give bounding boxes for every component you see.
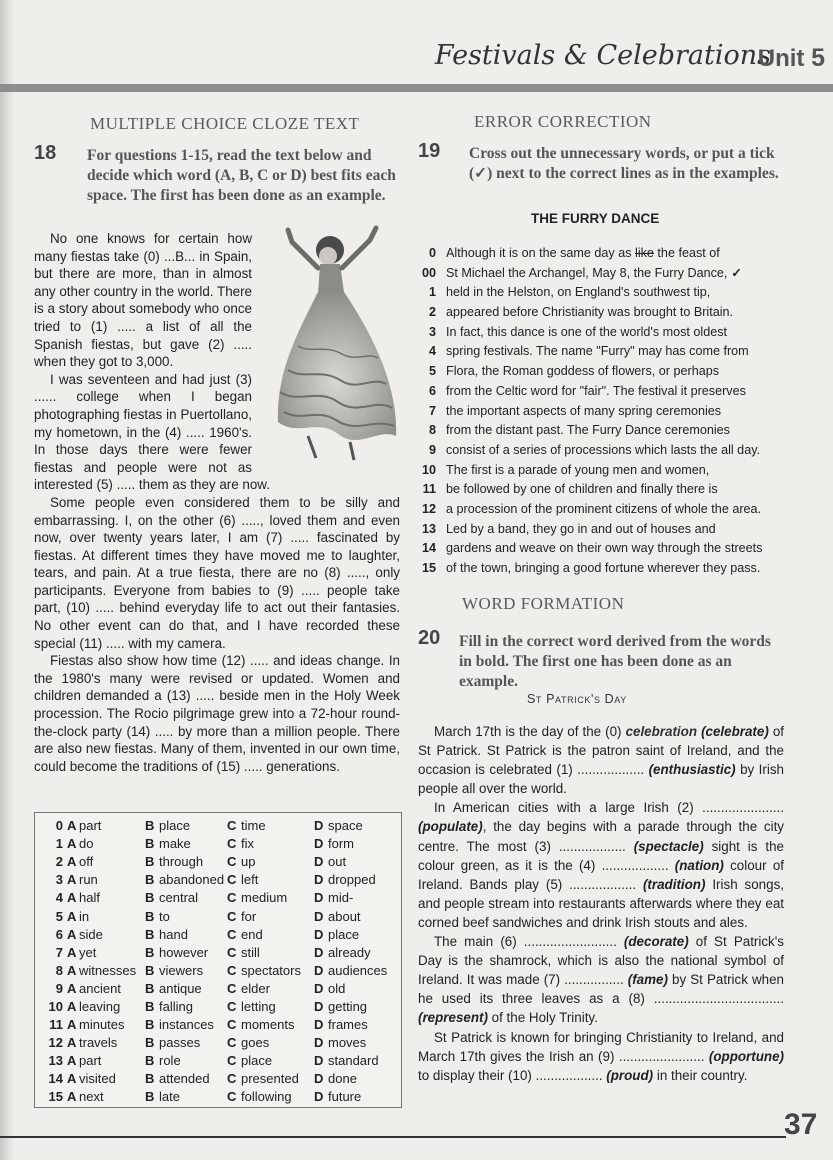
line-text — [446, 520, 720, 540]
option-letter-d: D — [314, 1053, 324, 1069]
line-text-main: appeared before Christianity was brought to Britain. — [446, 305, 734, 320]
line-number: 8 — [428, 423, 436, 438]
option-letter-b: B — [145, 854, 155, 870]
cloze-paragraph-3: Some people even considered them to be silly and embarrassing. I, on the other (6) ....., loved them and even now, over twenty years later, I am (7) ..... fascinated by fiestas. At different times they have moved me to laughter, tears, and pain. At a true fiesta, there are no (8) ....., only participants. Everyone from babies to (9) ..... people take part, (10) ..... behind everyday life to act out their fantasies. No other event can do that, and I have recorded these special (11) ..... with my camera. — [34, 494, 400, 651]
crossed-out-word: like — [635, 246, 654, 260]
option-d: about — [328, 908, 361, 924]
option-letter-b: B — [145, 998, 155, 1014]
wf-paragraph-3 — [418, 932, 784, 1027]
mc-section-title: MULTIPLE CHOICE CLOZE TEXT — [90, 114, 360, 133]
line-text — [446, 362, 723, 382]
option-row — [41, 926, 388, 944]
wf-text-span: Irish songs, and people stream into restaurants afterwards where they eat corned beef sandwiches and drink Irish stouts and ales. — [418, 876, 784, 930]
option-letter-b: B — [145, 836, 155, 852]
cloze-paragraph-1: No one knows for certain how many fiestas take (0) ...B... in Spain, but there are more, than in almost any other country in the world. There is a story about somebody who once tried to (1) ..... a list of all the Spanish fiestas, but gave (2) ..... when they got to 3,000. — [34, 231, 252, 370]
option-d: space — [328, 818, 363, 834]
option-c: presented — [241, 1071, 299, 1087]
option-c: goes — [241, 1035, 270, 1051]
line-number: 7 — [428, 403, 436, 418]
exercise-19-instructions: Cross out the unnecessary words, or put a tick (✓) next to the correct lines as in the examples. — [469, 145, 779, 182]
option-d: form — [328, 836, 354, 852]
line-text-main: the important aspects of many spring ceremonies — [446, 403, 722, 418]
question-number: 9 — [55, 980, 63, 996]
option-letter-d: D — [314, 836, 324, 852]
furry-dance-title: THE FURRY DANCE — [531, 211, 660, 226]
option-d: moves — [328, 1035, 367, 1051]
option-letter-c: C — [227, 962, 237, 978]
option-c: place — [241, 1053, 273, 1069]
keyword-opportune: (opportune) — [708, 1048, 784, 1064]
option-a: leaving — [79, 998, 121, 1014]
option-letter-d: D — [314, 944, 324, 960]
option-letter-a: A — [67, 854, 77, 870]
ec-line — [412, 461, 784, 481]
option-b: make — [159, 836, 191, 852]
wf-text-span: by Irish people all over the world. — [418, 762, 784, 797]
ec-line — [412, 264, 784, 284]
option-c: for — [241, 908, 257, 924]
option-letter-d: D — [314, 1035, 324, 1051]
question-number: 5 — [55, 908, 63, 924]
keyword-proud: (proud) — [606, 1067, 654, 1083]
option-row — [41, 871, 388, 889]
header-rule — [0, 84, 833, 92]
question-number: 11 — [49, 1017, 63, 1033]
option-letter-b: B — [145, 1089, 155, 1105]
ec-line — [412, 480, 784, 500]
line-number: 15 — [421, 561, 436, 575]
option-d: dropped — [328, 872, 376, 888]
question-number: 7 — [55, 944, 63, 960]
line-text — [446, 323, 731, 343]
question-number: 15 — [48, 1089, 63, 1105]
question-number: 6 — [55, 926, 63, 942]
option-d: getting — [328, 998, 368, 1014]
line-text — [446, 559, 764, 579]
wf-text-span: colour of Ireland. Bands play (5) .................. — [418, 857, 784, 892]
option-b: antique — [159, 980, 202, 996]
option-d: out — [328, 854, 347, 870]
option-a: yet — [79, 944, 97, 960]
wf-paragraph-2 — [418, 798, 784, 932]
option-a: part — [79, 818, 102, 834]
option-a: side — [79, 926, 103, 942]
option-letter-c: C — [227, 1035, 237, 1051]
option-a: part — [79, 1053, 102, 1069]
option-letter-d: D — [314, 854, 324, 870]
line-text-main: consist of a series of processions which lasts the all day. — [446, 442, 761, 457]
keyword-decorate: (decorate) — [623, 934, 689, 950]
option-letter-b: B — [145, 1071, 155, 1087]
line-number: 0 — [428, 246, 436, 260]
line-number: 12 — [421, 501, 436, 516]
option-letter-c: C — [227, 854, 237, 870]
option-letter-a: A — [67, 818, 77, 834]
question-number: 4 — [55, 890, 63, 906]
option-letter-c: C — [227, 890, 237, 906]
wf-text-span: by St Patrick when he used its three leaves as a (8) ................................... — [418, 972, 784, 1007]
option-c: medium — [241, 890, 288, 906]
option-letter-a: A — [67, 1017, 77, 1033]
option-letter-d: D — [314, 1089, 324, 1105]
line-text-main: of the town, bringing a good fortune wherever they pass. — [446, 561, 761, 575]
keyword-spectacle: (spectacle) — [633, 838, 704, 854]
option-d: audiences — [328, 962, 388, 978]
option-a: travels — [79, 1035, 118, 1051]
option-letter-a: A — [67, 872, 77, 888]
option-letter-b: B — [145, 980, 155, 996]
option-b: passes — [159, 1035, 201, 1051]
unit-word: Unit — [757, 45, 805, 72]
option-c: end — [241, 926, 263, 942]
option-c: time — [241, 818, 266, 834]
flamenco-dancer-illustration — [258, 222, 408, 462]
line-text — [446, 402, 725, 422]
line-text — [446, 264, 742, 284]
option-letter-b: B — [145, 1053, 155, 1069]
option-letter-c: C — [227, 1017, 237, 1033]
option-b: place — [159, 818, 191, 834]
exercise-18-number: 18 — [34, 142, 57, 164]
ec-line — [412, 500, 784, 520]
option-c: letting — [241, 998, 276, 1014]
ec-line — [412, 559, 784, 579]
example-answer: celebration — [625, 724, 698, 739]
option-letter-d: D — [314, 890, 324, 906]
options-grid — [41, 817, 388, 1107]
option-row — [41, 1070, 388, 1088]
option-letter-a: A — [67, 836, 77, 852]
option-row — [41, 1016, 388, 1034]
line-text-main: In fact, this dance is one of the world's most oldest — [446, 324, 728, 339]
question-number: 13 — [48, 1053, 63, 1069]
option-a: off — [79, 854, 94, 870]
option-letter-d: D — [314, 1017, 324, 1033]
option-row — [41, 998, 388, 1016]
exercise-20-instructions: Fill in the correct word derived from the words in bold. The first one has been done as an example. — [459, 633, 771, 690]
question-number: 12 — [48, 1035, 63, 1051]
option-letter-c: C — [227, 1053, 237, 1069]
line-number: 9 — [428, 442, 436, 457]
question-number: 0 — [55, 818, 63, 834]
unit-label — [758, 44, 825, 73]
line-text — [446, 441, 764, 461]
option-letter-c: C — [227, 1089, 237, 1105]
line-text-main: held in the Helston, on England's southwest tip, — [446, 285, 711, 300]
line-number: 6 — [428, 383, 436, 398]
option-row — [41, 907, 388, 925]
option-row — [41, 1034, 388, 1052]
question-number: 10 — [48, 998, 63, 1014]
word-formation-text — [418, 722, 784, 1085]
line-text-main: The first is a parade of young men and women, — [446, 462, 710, 477]
answer-options-table — [34, 812, 402, 1108]
option-letter-a: A — [67, 908, 77, 924]
option-letter-a: A — [67, 1053, 77, 1069]
option-row — [41, 962, 388, 980]
option-a: half — [79, 890, 100, 906]
option-row — [41, 853, 388, 871]
ec-line — [412, 323, 784, 343]
option-d: already — [328, 944, 371, 960]
option-row — [41, 889, 388, 907]
st-patricks-day-title: St Patrick's Day — [527, 692, 627, 706]
ec-line — [412, 244, 784, 264]
option-letter-c: C — [227, 1071, 237, 1087]
unit-number: 5 — [811, 44, 825, 72]
option-c: spectators — [241, 962, 301, 978]
exercise-19-number: 19 — [418, 140, 441, 162]
line-text-main: Although it is on the same day as — [446, 246, 636, 260]
option-b: attended — [159, 1071, 210, 1087]
option-letter-c: C — [227, 836, 237, 852]
page-number: 37 — [784, 1108, 818, 1141]
keyword-celebrate: (celebrate) — [701, 724, 769, 739]
page-spine-shadow — [0, 0, 14, 1160]
line-text — [446, 539, 766, 559]
option-letter-a: A — [67, 1089, 77, 1105]
option-letter-a: A — [67, 980, 77, 996]
cloze-paragraph-2: I was seventeen and had just (3) ...... college when I began photographing fiestas in Puertollano, my hometown, in the (4) ..... 1960's. In those days there were fewer fiestas and people were not as interested (5) ..... them as they are now. — [34, 371, 270, 493]
option-d: frames — [328, 1017, 368, 1033]
ec-line — [412, 441, 784, 461]
running-header-title: Festivals & Celebrations — [434, 40, 771, 71]
question-number: 8 — [55, 962, 63, 978]
ec-line — [412, 283, 784, 303]
line-text-rest: the feast of — [653, 246, 720, 260]
option-a: visited — [79, 1071, 116, 1087]
option-letter-c: C — [227, 926, 237, 942]
exercise-18-instructions: For questions 1-15, read the text below and decide which word (A, B, C or D) best fits each space. The first has been done as an example. — [87, 147, 396, 204]
question-number: 2 — [55, 854, 63, 870]
option-letter-d: D — [314, 872, 324, 888]
keyword-enthusiastic: (enthusiastic) — [648, 762, 736, 778]
ec-line — [412, 382, 784, 402]
tick-icon: ✓ — [731, 265, 742, 280]
line-number: 10 — [421, 462, 436, 477]
line-text-main: St Michael the Archangel, May 8, the Furry Dance, — [446, 265, 728, 280]
option-c: still — [241, 944, 260, 960]
line-text — [446, 500, 765, 520]
wf-text-span: March 17th is the day of the (0) — [434, 724, 626, 739]
option-letter-c: C — [227, 998, 237, 1014]
option-letter-a: A — [67, 1035, 77, 1051]
option-letter-c: C — [227, 980, 237, 996]
option-b: hand — [159, 926, 188, 942]
line-number: 4 — [428, 344, 436, 359]
option-b: late — [159, 1089, 180, 1105]
option-letter-a: A — [67, 944, 77, 960]
option-d: done — [328, 1071, 357, 1087]
option-b: viewers — [159, 962, 204, 978]
line-text — [446, 382, 750, 402]
option-letter-b: B — [145, 890, 155, 906]
line-text — [446, 342, 753, 362]
option-letter-d: D — [314, 998, 324, 1014]
line-text — [446, 244, 724, 264]
line-number: 13 — [421, 521, 436, 536]
ec-line — [412, 421, 784, 441]
wf-text-span: in their country. — [653, 1067, 748, 1083]
question-number: 14 — [48, 1071, 63, 1087]
question-number: 1 — [55, 836, 63, 852]
option-d: old — [328, 980, 346, 996]
option-letter-c: C — [227, 908, 237, 924]
option-c: following — [241, 1089, 292, 1105]
option-letter-a: A — [67, 926, 77, 942]
cloze-text — [34, 230, 400, 775]
option-b: through — [159, 854, 204, 870]
wf-text-span: The main (6) ......................... — [434, 934, 624, 950]
line-text-main: be followed by one of children and finally there is — [446, 482, 718, 497]
line-text — [446, 303, 737, 323]
ec-line — [412, 342, 784, 362]
question-number: 3 — [55, 872, 63, 888]
option-a: run — [79, 872, 98, 888]
option-letter-c: C — [227, 872, 237, 888]
cloze-paragraph-4: Fiestas also show how time (12) ..... and ideas change. In the 1980's many were revised or updated. Women and children demanded a (13) ..... beside men in the Holy Week procession. The Rocio pilgrimage grew into a 72-hour round-the-clock party (14) ..... by more than a million people. There are also new fiestas. Many of them, invented in our own time, could become the traditions of (15) ..... generations. — [34, 653, 400, 774]
option-c: left — [241, 872, 259, 888]
option-c: moments — [241, 1017, 295, 1033]
line-number: 2 — [428, 305, 436, 320]
ec-line — [412, 402, 784, 422]
option-letter-b: B — [145, 908, 155, 924]
line-number: 3 — [428, 324, 436, 339]
wf-paragraph-1 — [418, 722, 784, 798]
option-letter-b: B — [145, 872, 155, 888]
option-row — [41, 817, 388, 835]
option-a: ancient — [79, 980, 121, 996]
keyword-fame: (fame) — [627, 972, 668, 988]
wf-section-title: WORD FORMATION — [462, 594, 625, 613]
line-text — [446, 421, 734, 441]
option-letter-b: B — [145, 1035, 155, 1051]
option-letter-a: A — [67, 890, 77, 906]
line-text-main: a procession of the prominent citizens of whole the area. — [446, 501, 762, 516]
option-letter-d: D — [314, 1071, 324, 1087]
option-row — [41, 980, 388, 998]
line-text-main: Led by a band, they go in and out of houses and — [446, 521, 716, 536]
option-letter-d: D — [314, 818, 324, 834]
option-c: up — [241, 854, 256, 870]
option-letter-d: D — [314, 908, 324, 924]
footer-rule — [0, 1136, 786, 1138]
option-a: minutes — [79, 1017, 125, 1033]
option-c: fix — [241, 836, 254, 852]
ec-line — [412, 520, 784, 540]
option-d: place — [328, 926, 360, 942]
exercise-20-number: 20 — [418, 627, 441, 649]
option-b: falling — [159, 998, 193, 1014]
line-text-main: gardens and weave on their own way through the streets — [446, 541, 763, 556]
wf-text-span: , the day begins with a parade through the city centre. The most (3) .................. — [418, 819, 784, 854]
wf-text-span: In American cities with a large Irish (2) ...................... — [434, 800, 784, 816]
ec-section-title: ERROR CORRECTION — [474, 112, 652, 131]
line-number: 11 — [422, 482, 436, 497]
option-letter-b: B — [145, 944, 155, 960]
keyword-tradition: (tradition) — [642, 876, 706, 892]
line-number: 14 — [421, 541, 436, 556]
option-letter-b: B — [145, 1017, 155, 1033]
option-letter-c: C — [227, 944, 237, 960]
option-b: instances — [159, 1017, 214, 1033]
option-row — [41, 944, 388, 962]
line-number: 00 — [421, 265, 436, 280]
ec-line — [412, 539, 784, 559]
wf-paragraph-4 — [418, 1028, 784, 1085]
option-c: elder — [241, 980, 270, 996]
option-letter-d: D — [314, 980, 324, 996]
ec-line — [412, 362, 784, 382]
option-a: next — [79, 1089, 104, 1105]
option-letter-c: C — [227, 818, 237, 834]
line-number: 1 — [428, 285, 436, 300]
option-letter-a: A — [67, 998, 77, 1014]
option-a: do — [79, 836, 94, 852]
option-a: witnesses — [79, 962, 137, 978]
option-letter-a: A — [67, 962, 77, 978]
line-text — [446, 283, 714, 303]
option-row — [41, 835, 388, 853]
line-text — [446, 461, 713, 481]
option-d: standard — [328, 1053, 379, 1069]
wf-text-span: St Patrick is known for bringing Christianity to Ireland, and March 17th gives the Irish an (9) ....................... — [418, 1029, 784, 1064]
option-letter-b: B — [145, 962, 155, 978]
wf-text-span: of St Patrick's Day is the shamrock, which is also the national symbol of Ireland. It was made (7) ................ — [418, 934, 784, 988]
wf-text-span: of St Patrick. St Patrick is the patron saint of Ireland, and the occasion is celebrated (1) .................. — [418, 724, 784, 778]
ec-line — [412, 303, 784, 323]
option-d: future — [328, 1089, 362, 1105]
error-correction-lines — [412, 244, 784, 579]
wf-text-span: of the Holy Trinity. — [487, 1010, 598, 1026]
option-d: mid- — [328, 890, 354, 906]
wf-text-span: to display their (10) .................. — [418, 1067, 607, 1083]
option-b: however — [159, 944, 209, 960]
option-letter-b: B — [145, 926, 155, 942]
option-letter-b: B — [145, 818, 155, 834]
option-b: role — [159, 1053, 181, 1069]
option-row — [41, 1088, 388, 1106]
line-text-main: spring festivals. The name "Furry" may has come from — [446, 344, 749, 359]
keyword-represent: (represent) — [418, 1010, 488, 1026]
line-text-main: Flora, the Roman goddess of flowers, or perhaps — [446, 364, 720, 379]
option-b: to — [159, 908, 170, 924]
line-text-main: from the distant past. The Furry Dance ceremonies — [446, 423, 730, 438]
option-row — [41, 1052, 388, 1070]
keyword-populate: (populate) — [418, 819, 483, 835]
option-letter-d: D — [314, 962, 324, 978]
option-a: in — [79, 908, 90, 924]
line-number: 5 — [428, 364, 436, 379]
line-text — [446, 480, 722, 500]
option-letter-d: D — [314, 926, 324, 942]
option-b: central — [159, 890, 199, 906]
option-letter-a: A — [67, 1071, 77, 1087]
option-b: abandoned — [159, 872, 225, 888]
line-text-main: from the Celtic word for "fair". The festival it preserves — [446, 383, 746, 398]
keyword-nation: (nation) — [674, 857, 724, 873]
wf-text-span: sight is the colour green, as it is the (4) .................. — [418, 838, 784, 873]
